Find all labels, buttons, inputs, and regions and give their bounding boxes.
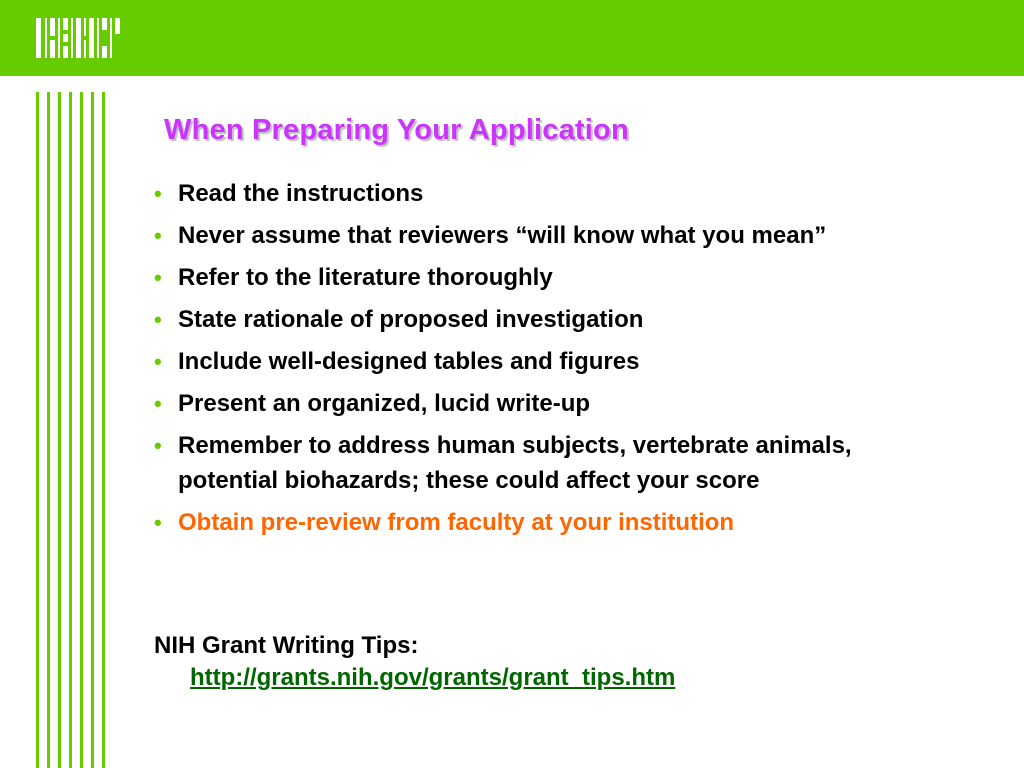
bullet-marker: • xyxy=(154,433,162,458)
bullet-text: Obtain pre-review from faculty at your institution xyxy=(178,509,735,536)
list-item xyxy=(154,260,894,295)
list-item xyxy=(154,176,894,211)
reference-label: NIH Grant Writing Tips: xyxy=(154,632,419,659)
reference-block xyxy=(154,630,675,694)
bullet-marker: • xyxy=(154,510,162,535)
bullet-marker: • xyxy=(154,349,162,374)
bullet-text: Read the instructions xyxy=(178,180,424,207)
reference-link[interactable]: http://grants.nih.gov/grants/grant_tips.htm xyxy=(190,664,676,691)
bullet-text: Refer to the literature thoroughly xyxy=(178,264,553,291)
list-item xyxy=(154,428,894,498)
bullet-marker: • xyxy=(154,307,162,332)
bullet-marker: • xyxy=(154,391,162,416)
bullet-list xyxy=(154,176,894,547)
list-item xyxy=(154,218,894,253)
vertical-stripes-icon xyxy=(36,92,116,768)
list-item xyxy=(154,386,894,421)
barcode-logo-icon xyxy=(36,16,126,60)
header-bar xyxy=(0,0,1024,76)
bullet-marker: • xyxy=(154,223,162,248)
bullet-text: Never assume that reviewers “will know what you mean” xyxy=(178,222,827,249)
bullet-marker: • xyxy=(154,181,162,206)
list-item-highlighted xyxy=(154,505,894,540)
list-item xyxy=(154,302,894,337)
list-item xyxy=(154,344,894,379)
bullet-text: State rationale of proposed investigation xyxy=(178,306,644,333)
bullet-text: Remember to address human subjects, vertebrate animals, potential biohazards; these could affect your score xyxy=(178,432,852,494)
bullet-text: Include well-designed tables and figures xyxy=(178,348,640,375)
page-title: When Preparing Your Application xyxy=(164,114,629,146)
bullet-text: Present an organized, lucid write-up xyxy=(178,390,591,417)
bullet-marker: • xyxy=(154,265,162,290)
